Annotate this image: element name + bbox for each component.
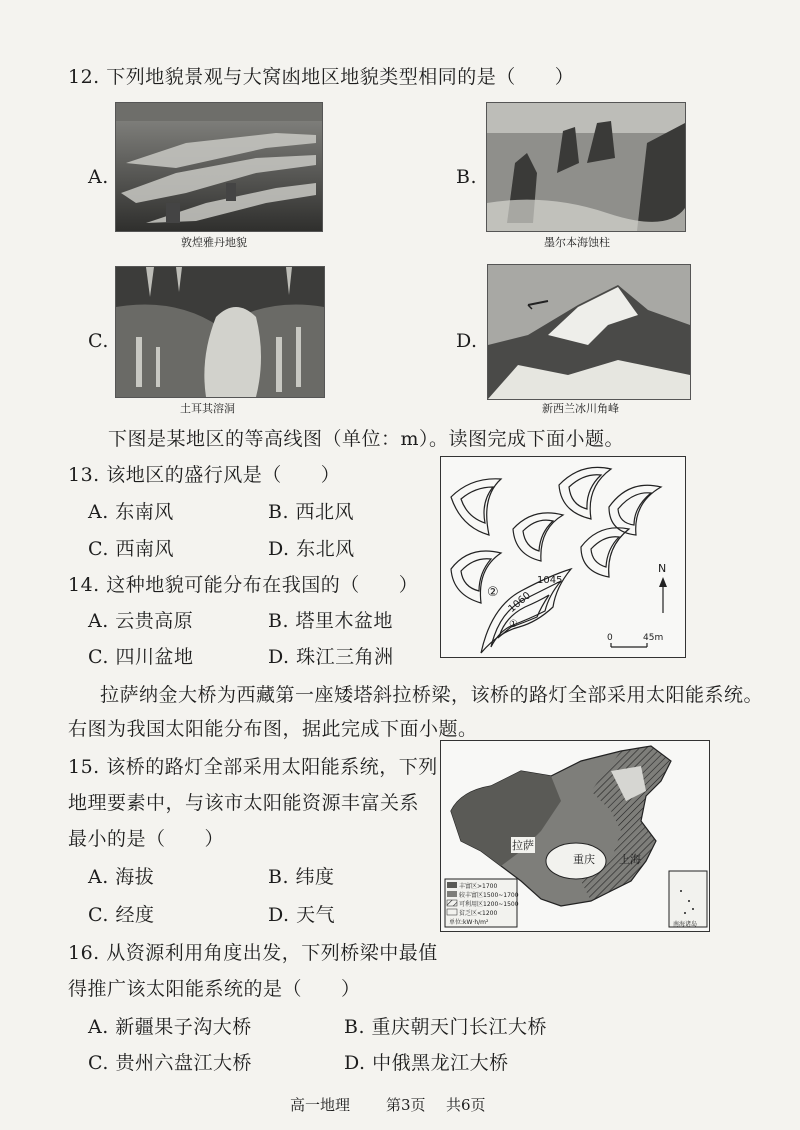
- q15-option-c: C. 经度: [88, 904, 155, 926]
- legend-fairly-rich: 较丰富区1500~1700: [459, 892, 519, 899]
- q14-option-c: C. 四川盆地: [88, 646, 194, 668]
- city-chongqing: 重庆: [573, 853, 595, 866]
- contour-label-1045: 1045: [537, 575, 563, 586]
- q13-option-a: A. 东南风: [88, 501, 174, 523]
- q14-stem: 14. 这种地貌可能分布在我国的（ ）: [68, 574, 419, 596]
- q15-stem-line1: 15. 该桥的路灯全部采用太阳能系统，下列: [68, 756, 438, 778]
- north-arrow-label: N: [658, 562, 667, 575]
- intro-15-16-line1: 拉萨纳金大桥为西藏第一座矮塔斜拉桥梁，该桥的路灯全部采用太阳能系统。: [100, 684, 764, 706]
- q13-stem: 13. 该地区的盛行风是（ ）: [68, 464, 341, 486]
- q14-option-b: B. 塔里木盆地: [268, 610, 394, 632]
- q14-option-d: D. 珠江三角洲: [268, 646, 394, 668]
- legend-rich: 丰富区>1700: [459, 883, 498, 890]
- q12-option-d-caption: 新西兰冰川角峰: [542, 402, 619, 415]
- inset-label: 南海诸岛: [673, 921, 698, 928]
- q15-option-d: D. 天气: [268, 904, 336, 926]
- contour-map: [440, 456, 686, 658]
- q16-stem-line1: 16. 从资源利用角度出发，下列桥梁中最值: [68, 942, 438, 964]
- q15-option-a: A. 海拔: [88, 866, 155, 888]
- q16-option-a: A. 新疆果子沟大桥: [88, 1016, 252, 1038]
- q15-option-b: B. 纬度: [268, 866, 335, 888]
- q12-option-c-caption: 土耳其溶洞: [180, 402, 235, 415]
- q16-option-b: B. 重庆朝天门长江大桥: [344, 1016, 548, 1038]
- scale-zero: 0: [607, 633, 613, 643]
- contour-label-2: ②: [487, 585, 499, 600]
- city-shanghai: 上海: [619, 853, 641, 866]
- q12-stem: 12. 下列地貌景观与大窝凼地区地貌类型相同的是（ ）: [68, 66, 575, 88]
- intro-13-14: 下图是某地区的等高线图（单位：m）。读图完成下面小题。: [108, 428, 625, 450]
- footer-subject: 高一地理: [290, 1096, 351, 1114]
- legend-usable: 可利用区1200~1500: [459, 901, 519, 908]
- q13-option-d: D. 东北风: [268, 538, 355, 560]
- q12-option-b-caption: 墨尔本海蚀柱: [544, 236, 610, 249]
- q14-option-a: A. 云贵高原: [88, 610, 194, 632]
- q16-option-d: D. 中俄黑龙江大桥: [344, 1052, 509, 1074]
- q13-option-c: C. 西南风: [88, 538, 174, 560]
- contour-label-1: ①: [509, 619, 518, 630]
- q12-option-b-letter: B.: [456, 166, 478, 188]
- china-solar-map: [440, 740, 710, 932]
- glacial-horn-photo: [487, 264, 691, 400]
- q12-option-d-letter: D.: [456, 330, 478, 352]
- footer-total: 共6页: [446, 1096, 486, 1114]
- footer-page: 第3页: [386, 1096, 426, 1114]
- q12-option-c-letter: C.: [88, 330, 109, 352]
- q16-stem-line2: 得推广该太阳能系统的是（ ）: [68, 978, 361, 1000]
- karst-cave-photo: [115, 266, 325, 398]
- sea-stack-photo: [486, 102, 686, 232]
- q13-option-b: B. 西北风: [268, 501, 355, 523]
- q12-option-a-letter: A.: [88, 166, 109, 188]
- q15-stem-line3: 最小的是（ ）: [68, 828, 225, 850]
- yardang-landform-photo: [115, 102, 323, 232]
- contour-label-1060: 1060: [506, 590, 534, 615]
- legend-poor: 贫乏区<1200: [459, 910, 498, 917]
- intro-15-16-line2: 右图为我国太阳能分布图，据此完成下面小题。: [68, 718, 478, 740]
- scale-end: 45m: [643, 633, 664, 643]
- legend-unit: 单位:kW·h/m²: [449, 919, 489, 926]
- city-lhasa: 拉萨: [512, 839, 534, 852]
- q12-option-a-caption: 敦煌雅丹地貌: [181, 236, 247, 249]
- q15-stem-line2: 地理要素中，与该市太阳能资源丰富关系: [68, 792, 420, 814]
- q16-option-c: C. 贵州六盘江大桥: [88, 1052, 252, 1074]
